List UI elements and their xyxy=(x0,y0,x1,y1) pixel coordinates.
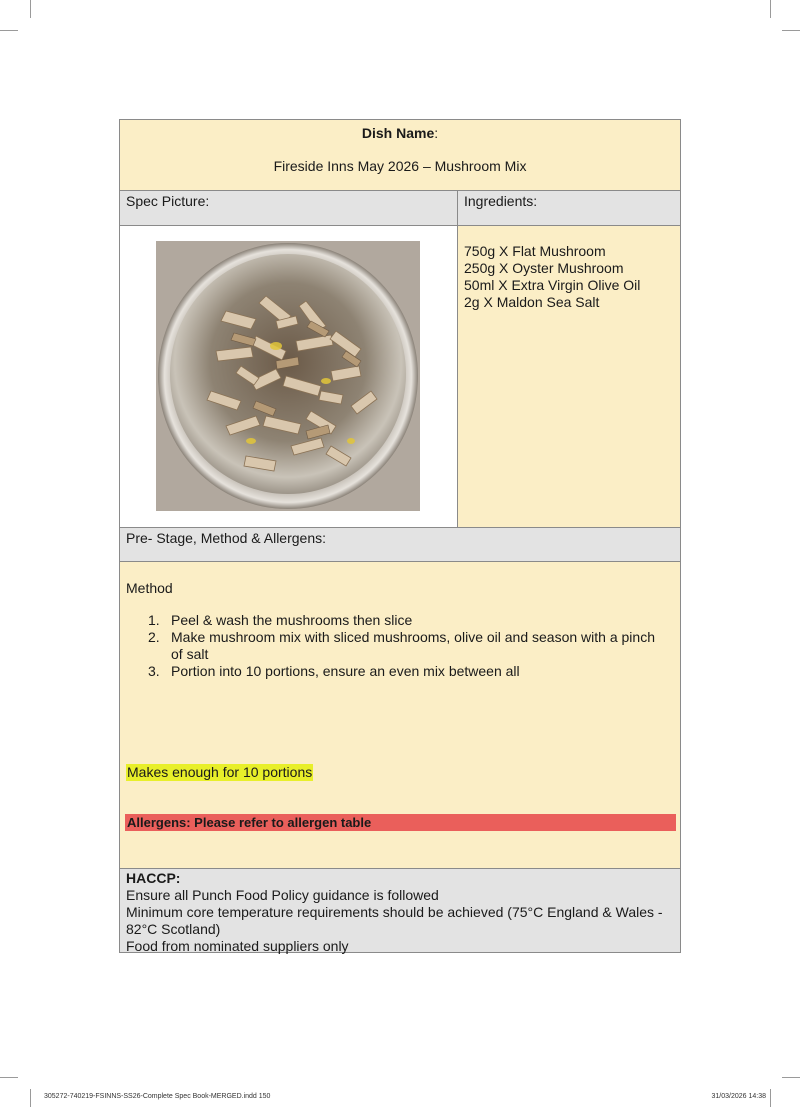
allergens-note: Allergens: Please refer to allergen table xyxy=(125,814,676,831)
crop-mark xyxy=(30,1089,31,1107)
ingredient-item: 50ml X Extra Virgin Olive Oil xyxy=(464,277,641,293)
method-title: Method xyxy=(126,580,173,596)
dish-name-colon: : xyxy=(434,125,439,141)
method-step xyxy=(126,612,656,629)
method-section-header: Pre- Stage, Method & Allergens: xyxy=(120,528,680,562)
haccp-line: Minimum core temperature requirements should be achieved (75°C England & Wales - 82°C Scotland) xyxy=(126,904,663,937)
dish-name-value: Fireside Inns May 2026 – Mushroom Mix xyxy=(273,158,527,174)
crop-mark xyxy=(0,1077,18,1078)
yield-note: Makes enough for 10 portions xyxy=(127,764,313,780)
step-text: Portion into 10 portions, ensure an even mix between all xyxy=(171,663,520,679)
spec-picture-cell xyxy=(120,226,458,528)
step-text: Peel & wash the mushrooms then slice xyxy=(171,612,413,628)
crop-mark xyxy=(30,0,31,18)
mushroom-bowl-photo xyxy=(156,241,420,511)
crop-mark xyxy=(782,30,800,31)
crop-mark xyxy=(782,1077,800,1078)
haccp-line: Ensure all Punch Food Policy guidance is followed xyxy=(126,887,439,903)
haccp-cell xyxy=(120,869,680,952)
step-number: 2. xyxy=(148,629,160,645)
crop-mark xyxy=(770,0,771,18)
ingredient-item: 750g X Flat Mushroom xyxy=(464,243,606,259)
dish-name-label-text: Dish Name xyxy=(361,125,435,141)
print-slug-file: 305272-740219-FSINNS-SS26-Complete Spec Book-MERGED.indd 150 xyxy=(44,1093,271,1100)
method-step xyxy=(126,663,656,680)
method-cell xyxy=(120,562,680,869)
dish-name-row xyxy=(120,120,680,191)
crop-mark xyxy=(0,30,18,31)
ingredients-header: Ingredients: xyxy=(458,191,680,226)
spec-picture-header: Spec Picture: xyxy=(120,191,458,226)
step-number: 3. xyxy=(148,663,160,679)
method-step xyxy=(126,629,656,663)
ingredient-item: 250g X Oyster Mushroom xyxy=(464,260,624,276)
print-slug-date: 31/03/2026 14:38 xyxy=(711,1093,766,1100)
haccp-line: Food from nominated suppliers only xyxy=(126,938,349,954)
step-number: 1. xyxy=(148,612,160,628)
crop-mark xyxy=(770,1089,771,1107)
spec-sheet xyxy=(119,119,681,953)
haccp-title: HACCP: xyxy=(126,870,181,886)
step-text: Make mushroom mix with sliced mushrooms, olive oil and season with a pinch of salt xyxy=(171,629,655,662)
method-steps xyxy=(126,612,656,680)
ingredient-item: 2g X Maldon Sea Salt xyxy=(464,294,600,310)
ingredients-cell xyxy=(458,226,680,528)
dish-name-label xyxy=(120,124,680,142)
